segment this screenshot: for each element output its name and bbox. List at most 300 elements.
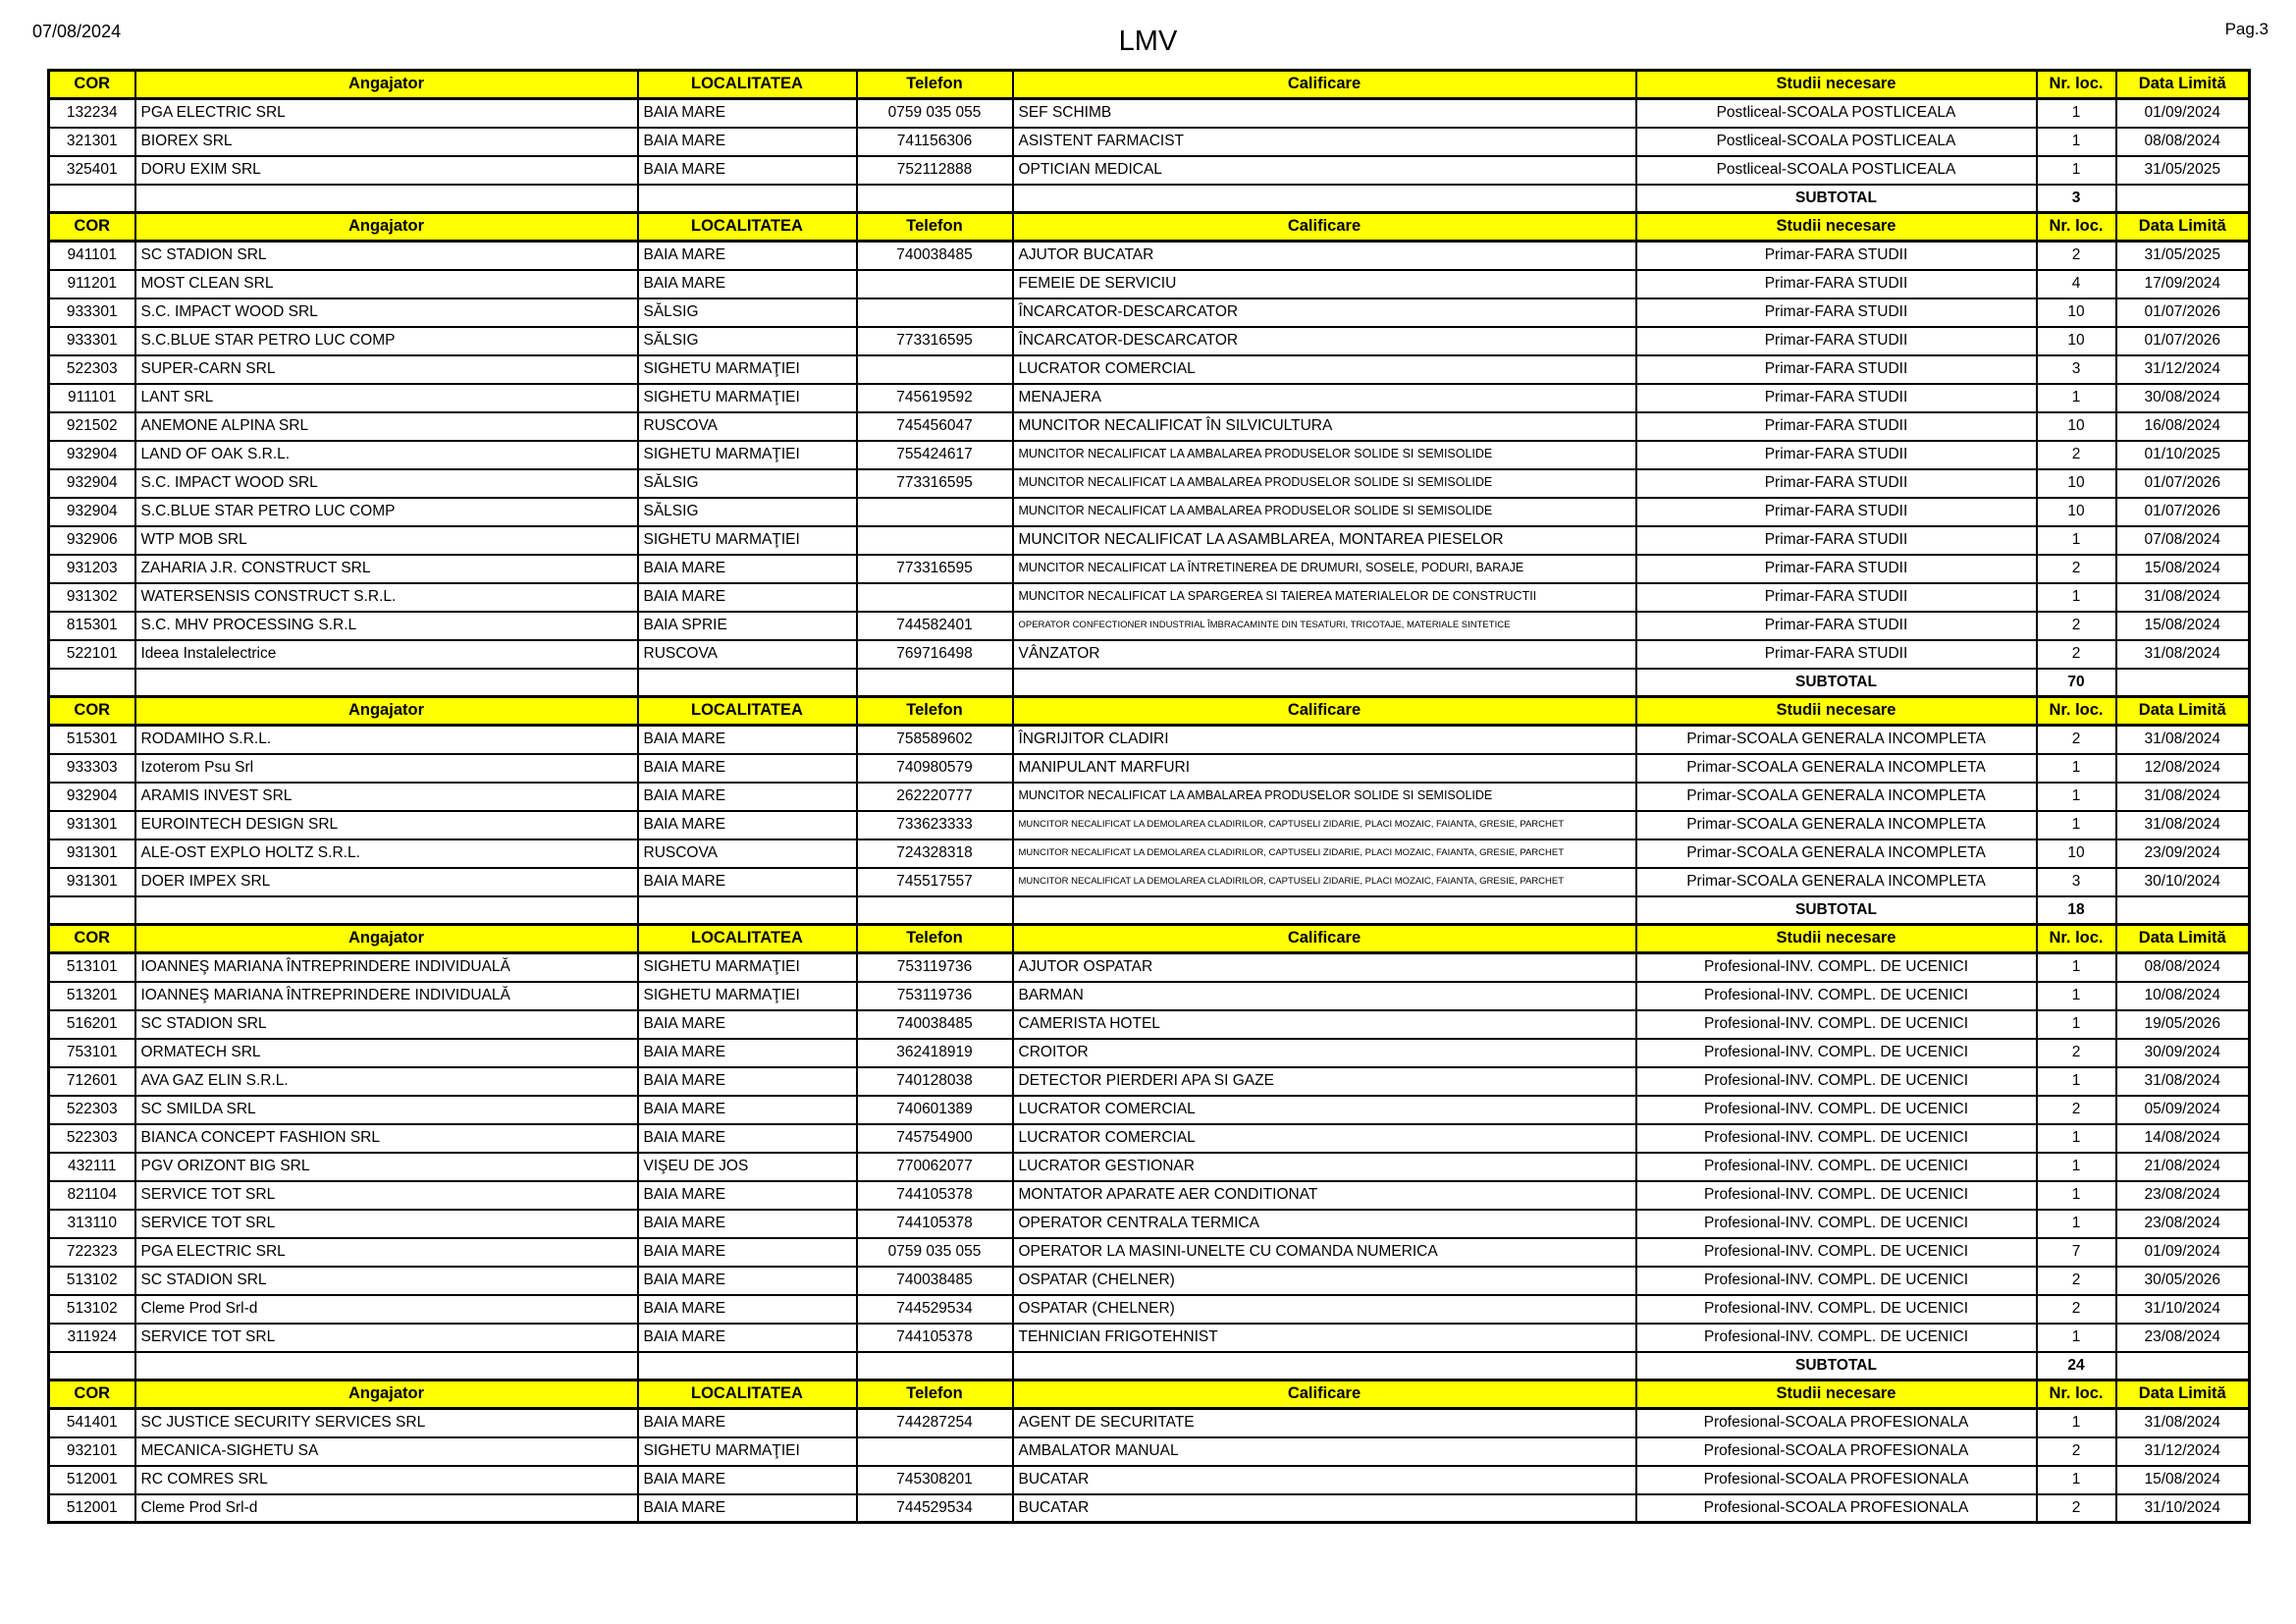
section-header-row [49, 697, 2250, 726]
cell-data-limita: 31/12/2024 [2116, 355, 2250, 384]
cell-data-limita: 31/08/2024 [2116, 640, 2250, 669]
cell-angajator: RC COMRES SRL [135, 1466, 638, 1494]
cell-studii-necesare: Primar-FARA STUDII [1636, 270, 2037, 298]
table-row [49, 441, 2250, 469]
cell-calificare: SEF SCHIMB [1013, 99, 1636, 128]
cell-telefon: 745308201 [857, 1466, 1013, 1494]
column-header-calificare: Calificare [1013, 71, 1636, 99]
column-header-studii-necesare: Studii necesare [1636, 213, 2037, 242]
cell-data-limita: 30/09/2024 [2116, 1039, 2250, 1067]
cell-data-limita: 01/07/2026 [2116, 498, 2250, 526]
cell-cor: 933301 [49, 327, 135, 355]
cell-studii-necesare: Primar-FARA STUDII [1636, 384, 2037, 412]
table-row [49, 1494, 2250, 1523]
cell-data-limita: 15/08/2024 [2116, 1466, 2250, 1494]
cell-data-limita: 01/07/2026 [2116, 298, 2250, 327]
cell-angajator: MECANICA-SIGHETU SA [135, 1437, 638, 1466]
cell-localitatea: BAIA MARE [638, 1238, 857, 1267]
table-row [49, 412, 2250, 441]
cell-telefon: 740980579 [857, 754, 1013, 783]
cell-nr-loc: 1 [2037, 99, 2116, 128]
column-header-calificare: Calificare [1013, 925, 1636, 953]
cell-nr-loc: 2 [2037, 242, 2116, 270]
column-header-nr-loc: Nr. loc. [2037, 71, 2116, 99]
cell-cor: 516201 [49, 1010, 135, 1039]
column-header-studii-necesare: Studii necesare [1636, 697, 2037, 726]
cell-angajator: DORU EXIM SRL [135, 156, 638, 185]
cell-data-limita: 31/08/2024 [2116, 1067, 2250, 1096]
cell-angajator: EUROINTECH DESIGN SRL [135, 811, 638, 839]
table-row [49, 498, 2250, 526]
table-row [49, 298, 2250, 327]
cell-data-limita: 07/08/2024 [2116, 526, 2250, 555]
cell-data-limita: 31/08/2024 [2116, 726, 2250, 754]
cell-localitatea: BAIA MARE [638, 1267, 857, 1295]
cell-calificare: LUCRATOR COMERCIAL [1013, 355, 1636, 384]
cell-calificare: MUNCITOR NECALIFICAT LA DEMOLAREA CLADIRILOR, CAPTUSELI ZIDARIE, PLACI MOZAIC, FAIANTA, GRESIE, PARCHET [1013, 839, 1636, 868]
cell-angajator: S.C. IMPACT WOOD SRL [135, 469, 638, 498]
cell-data-limita: 31/05/2025 [2116, 242, 2250, 270]
cell-nr-loc: 1 [2037, 128, 2116, 156]
cell-cor: 932101 [49, 1437, 135, 1466]
cell-empty [1013, 1352, 1636, 1380]
cell-telefon: 745456047 [857, 412, 1013, 441]
cell-localitatea: BAIA MARE [638, 1039, 857, 1067]
cell-localitatea: SIGHETU MARMAŢIEI [638, 441, 857, 469]
cell-telefon: 755424617 [857, 441, 1013, 469]
table-row [49, 270, 2250, 298]
cell-calificare: ASISTENT FARMACIST [1013, 128, 1636, 156]
cell-studii-necesare: Primar-FARA STUDII [1636, 526, 2037, 555]
cell-empty [135, 896, 638, 925]
cell-data-limita: 30/05/2026 [2116, 1267, 2250, 1295]
column-header-nr-loc: Nr. loc. [2037, 213, 2116, 242]
cell-localitatea: SĂLSIG [638, 298, 857, 327]
section-header-row [49, 1380, 2250, 1409]
cell-calificare: MUNCITOR NECALIFICAT LA AMBALAREA PRODUSELOR SOLIDE SI SEMISOLIDE [1013, 469, 1636, 498]
cell-empty [49, 896, 135, 925]
cell-cor: 753101 [49, 1039, 135, 1067]
cell-studii-necesare: Primar-FARA STUDII [1636, 469, 2037, 498]
cell-calificare: DETECTOR PIERDERI APA SI GAZE [1013, 1067, 1636, 1096]
cell-telefon: 773316595 [857, 555, 1013, 583]
cell-calificare: AMBALATOR MANUAL [1013, 1437, 1636, 1466]
section-header-row [49, 925, 2250, 953]
table-row [49, 754, 2250, 783]
cell-localitatea: BAIA MARE [638, 555, 857, 583]
cell-studii-necesare: Profesional-INV. COMPL. DE UCENICI [1636, 1267, 2037, 1295]
cell-data-limita: 31/10/2024 [2116, 1295, 2250, 1324]
subtotal-label: SUBTOTAL [1636, 185, 2037, 213]
table-row [49, 640, 2250, 669]
cell-nr-loc: 1 [2037, 1067, 2116, 1096]
cell-calificare: AGENT DE SECURITATE [1013, 1409, 1636, 1437]
cell-studii-necesare: Primar-SCOALA GENERALA INCOMPLETA [1636, 754, 2037, 783]
cell-angajator: PGA ELECTRIC SRL [135, 99, 638, 128]
cell-angajator: WTP MOB SRL [135, 526, 638, 555]
column-header-telefon: Telefon [857, 1380, 1013, 1409]
column-header-angajator: Angajator [135, 697, 638, 726]
cell-telefon [857, 583, 1013, 612]
cell-angajator: LANT SRL [135, 384, 638, 412]
cell-nr-loc: 2 [2037, 612, 2116, 640]
table-row [49, 1295, 2250, 1324]
cell-telefon [857, 1437, 1013, 1466]
cell-data-limita: 31/05/2025 [2116, 156, 2250, 185]
cell-angajator: Izoterom Psu Srl [135, 754, 638, 783]
column-header-localitatea: LOCALITATEA [638, 1380, 857, 1409]
subtotal-row [49, 1352, 2250, 1380]
cell-angajator: WATERSENSIS CONSTRUCT S.R.L. [135, 583, 638, 612]
cell-empty [638, 185, 857, 213]
cell-studii-necesare: Profesional-INV. COMPL. DE UCENICI [1636, 1124, 2037, 1153]
cell-telefon: 744287254 [857, 1409, 1013, 1437]
column-header-data-limit: Data Limită [2116, 213, 2250, 242]
cell-studii-necesare: Primar-SCOALA GENERALA INCOMPLETA [1636, 811, 2037, 839]
cell-cor: 921502 [49, 412, 135, 441]
cell-angajator: MOST CLEAN SRL [135, 270, 638, 298]
cell-telefon: 744105378 [857, 1324, 1013, 1352]
cell-telefon: 770062077 [857, 1153, 1013, 1181]
cell-localitatea: BAIA MARE [638, 1324, 857, 1352]
cell-telefon: 745619592 [857, 384, 1013, 412]
cell-empty [638, 896, 857, 925]
cell-cor: 931301 [49, 839, 135, 868]
cell-cor: 932904 [49, 441, 135, 469]
cell-angajator: Cleme Prod Srl-d [135, 1494, 638, 1523]
cell-angajator: IOANNEŞ MARIANA ÎNTREPRINDERE INDIVIDUALĂ [135, 982, 638, 1010]
cell-calificare: MUNCITOR NECALIFICAT LA ASAMBLAREA, MONTAREA PIESELOR [1013, 526, 1636, 555]
cell-data-limita: 01/07/2026 [2116, 327, 2250, 355]
cell-studii-necesare: Primar-FARA STUDII [1636, 412, 2037, 441]
cell-localitatea: BAIA MARE [638, 811, 857, 839]
cell-cor: 513102 [49, 1295, 135, 1324]
cell-nr-loc: 2 [2037, 555, 2116, 583]
table-row [49, 99, 2250, 128]
column-header-nr-loc: Nr. loc. [2037, 925, 2116, 953]
cell-nr-loc: 2 [2037, 640, 2116, 669]
cell-localitatea: SIGHETU MARMAŢIEI [638, 1437, 857, 1466]
cell-calificare: OPTICIAN MEDICAL [1013, 156, 1636, 185]
cell-nr-loc: 1 [2037, 1466, 2116, 1494]
cell-studii-necesare: Primar-FARA STUDII [1636, 327, 2037, 355]
cell-nr-loc: 10 [2037, 498, 2116, 526]
cell-data-limita: 31/08/2024 [2116, 1409, 2250, 1437]
cell-cor: 432111 [49, 1153, 135, 1181]
cell-localitatea: BAIA MARE [638, 1067, 857, 1096]
cell-localitatea: BAIA MARE [638, 242, 857, 270]
cell-studii-necesare: Profesional-INV. COMPL. DE UCENICI [1636, 1010, 2037, 1039]
cell-telefon: 262220777 [857, 783, 1013, 811]
cell-empty [135, 185, 638, 213]
cell-angajator: S.C. MHV PROCESSING S.R.L [135, 612, 638, 640]
cell-angajator: ALE-OST EXPLO HOLTZ S.R.L. [135, 839, 638, 868]
cell-angajator: Ideea Instalelectrice [135, 640, 638, 669]
subtotal-value: 18 [2037, 896, 2116, 925]
cell-data-limita: 15/08/2024 [2116, 612, 2250, 640]
cell-nr-loc: 1 [2037, 1210, 2116, 1238]
section-header-row [49, 71, 2250, 99]
cell-telefon: 745754900 [857, 1124, 1013, 1153]
cell-studii-necesare: Primar-SCOALA GENERALA INCOMPLETA [1636, 726, 2037, 754]
cell-telefon: 744105378 [857, 1181, 1013, 1210]
table-row [49, 811, 2250, 839]
cell-cor: 513102 [49, 1267, 135, 1295]
cell-empty [49, 185, 135, 213]
page-top-bar [0, 0, 2296, 69]
cell-studii-necesare: Primar-FARA STUDII [1636, 583, 2037, 612]
cell-calificare: MUNCITOR NECALIFICAT LA DEMOLAREA CLADIRILOR, CAPTUSELI ZIDARIE, PLACI MOZAIC, FAIANTA, GRESIE, PARCHET [1013, 868, 1636, 896]
table-row [49, 128, 2250, 156]
cell-empty [638, 1352, 857, 1380]
cell-localitatea: SIGHETU MARMAŢIEI [638, 355, 857, 384]
cell-calificare: MENAJERA [1013, 384, 1636, 412]
cell-data-limita: 01/10/2025 [2116, 441, 2250, 469]
cell-cor: 941101 [49, 242, 135, 270]
column-header-telefon: Telefon [857, 925, 1013, 953]
cell-studii-necesare: Profesional-INV. COMPL. DE UCENICI [1636, 982, 2037, 1010]
table-row [49, 1039, 2250, 1067]
cell-calificare: FEMEIE DE SERVICIU [1013, 270, 1636, 298]
cell-angajator: ORMATECH SRL [135, 1039, 638, 1067]
cell-studii-necesare: Profesional-SCOALA PROFESIONALA [1636, 1409, 2037, 1437]
column-header-studii-necesare: Studii necesare [1636, 925, 2037, 953]
cell-nr-loc: 1 [2037, 811, 2116, 839]
cell-nr-loc: 2 [2037, 1494, 2116, 1523]
cell-cor: 911101 [49, 384, 135, 412]
column-header-cor: COR [49, 925, 135, 953]
cell-localitatea: RUSCOVA [638, 412, 857, 441]
cell-nr-loc: 1 [2037, 156, 2116, 185]
cell-studii-necesare: Primar-FARA STUDII [1636, 498, 2037, 526]
cell-telefon: 773316595 [857, 327, 1013, 355]
cell-studii-necesare: Primar-SCOALA GENERALA INCOMPLETA [1636, 868, 2037, 896]
subtotal-row [49, 669, 2250, 697]
cell-calificare: CAMERISTA HOTEL [1013, 1010, 1636, 1039]
cell-empty [857, 896, 1013, 925]
cell-cor: 541401 [49, 1409, 135, 1437]
cell-calificare: LUCRATOR COMERCIAL [1013, 1124, 1636, 1153]
cell-cor: 513101 [49, 953, 135, 982]
cell-telefon: 753119736 [857, 982, 1013, 1010]
cell-localitatea: RUSCOVA [638, 640, 857, 669]
cell-telefon: 733623333 [857, 811, 1013, 839]
column-header-telefon: Telefon [857, 213, 1013, 242]
column-header-angajator: Angajator [135, 1380, 638, 1409]
table-row [49, 469, 2250, 498]
cell-nr-loc: 1 [2037, 754, 2116, 783]
cell-localitatea: BAIA MARE [638, 868, 857, 896]
cell-empty [49, 669, 135, 697]
cell-telefon: 744105378 [857, 1210, 1013, 1238]
cell-empty [135, 1352, 638, 1380]
page-title: LMV [1118, 26, 1178, 57]
cell-telefon: 0759 035 055 [857, 1238, 1013, 1267]
cell-angajator: S.C.BLUE STAR PETRO LUC COMP [135, 498, 638, 526]
cell-studii-necesare: Primar-FARA STUDII [1636, 640, 2037, 669]
vacancy-table-body [49, 71, 2250, 1523]
cell-studii-necesare: Profesional-SCOALA PROFESIONALA [1636, 1466, 2037, 1494]
cell-data-limita: 16/08/2024 [2116, 412, 2250, 441]
table-row [49, 555, 2250, 583]
cell-localitatea: BAIA SPRIE [638, 612, 857, 640]
cell-localitatea: BAIA MARE [638, 783, 857, 811]
cell-data-limita: 01/07/2026 [2116, 469, 2250, 498]
cell-cor: 313110 [49, 1210, 135, 1238]
cell-studii-necesare: Primar-FARA STUDII [1636, 242, 2037, 270]
cell-telefon: 362418919 [857, 1039, 1013, 1067]
cell-nr-loc: 10 [2037, 469, 2116, 498]
cell-localitatea: SĂLSIG [638, 327, 857, 355]
cell-localitatea: BAIA MARE [638, 1409, 857, 1437]
table-row [49, 583, 2250, 612]
cell-cor: 522303 [49, 355, 135, 384]
cell-localitatea: BAIA MARE [638, 754, 857, 783]
cell-cor: 311924 [49, 1324, 135, 1352]
cell-calificare: BUCATAR [1013, 1494, 1636, 1523]
cell-studii-necesare: Profesional-INV. COMPL. DE UCENICI [1636, 1039, 2037, 1067]
cell-calificare: AJUTOR BUCATAR [1013, 242, 1636, 270]
cell-studii-necesare: Profesional-INV. COMPL. DE UCENICI [1636, 1181, 2037, 1210]
section-header-row [49, 213, 2250, 242]
cell-calificare: LUCRATOR COMERCIAL [1013, 1096, 1636, 1124]
column-header-cor: COR [49, 71, 135, 99]
cell-telefon: 744582401 [857, 612, 1013, 640]
cell-calificare: MANIPULANT MARFURI [1013, 754, 1636, 783]
cell-data-limita: 17/09/2024 [2116, 270, 2250, 298]
cell-cor: 712601 [49, 1067, 135, 1096]
cell-nr-loc: 1 [2037, 1124, 2116, 1153]
column-header-data-limit: Data Limită [2116, 697, 2250, 726]
cell-studii-necesare: Primar-SCOALA GENERALA INCOMPLETA [1636, 783, 2037, 811]
cell-localitatea: VIŞEU DE JOS [638, 1153, 857, 1181]
cell-data-limita: 23/08/2024 [2116, 1324, 2250, 1352]
cell-empty [2116, 669, 2250, 697]
subtotal-row [49, 185, 2250, 213]
cell-data-limita: 01/09/2024 [2116, 1238, 2250, 1267]
cell-data-limita: 23/08/2024 [2116, 1210, 2250, 1238]
cell-calificare: MUNCITOR NECALIFICAT LA DEMOLAREA CLADIRILOR, CAPTUSELI ZIDARIE, PLACI MOZAIC, FAIANTA, GRESIE, PARCHET [1013, 811, 1636, 839]
subtotal-row [49, 896, 2250, 925]
cell-angajator: SC STADION SRL [135, 1010, 638, 1039]
table-row [49, 1096, 2250, 1124]
cell-localitatea: BAIA MARE [638, 156, 857, 185]
cell-empty [857, 669, 1013, 697]
cell-localitatea: SĂLSIG [638, 498, 857, 526]
column-header-cor: COR [49, 1380, 135, 1409]
table-row [49, 1324, 2250, 1352]
cell-studii-necesare: Primar-FARA STUDII [1636, 355, 2037, 384]
cell-calificare: ÎNGRIJITOR CLADIRI [1013, 726, 1636, 754]
cell-cor: 321301 [49, 128, 135, 156]
cell-data-limita: 31/12/2024 [2116, 1437, 2250, 1466]
cell-studii-necesare: Postliceal-SCOALA POSTLICEALA [1636, 128, 2037, 156]
cell-nr-loc: 2 [2037, 1039, 2116, 1067]
cell-localitatea: SIGHETU MARMAŢIEI [638, 953, 857, 982]
cell-nr-loc: 1 [2037, 982, 2116, 1010]
cell-studii-necesare: Primar-FARA STUDII [1636, 555, 2037, 583]
cell-cor: 932904 [49, 783, 135, 811]
cell-nr-loc: 1 [2037, 384, 2116, 412]
cell-calificare: BARMAN [1013, 982, 1636, 1010]
cell-localitatea: SĂLSIG [638, 469, 857, 498]
cell-calificare: OPERATOR CONFECTIONER INDUSTRIAL ÎMBRACAMINTE DIN TESATURI, TRICOTAJE, MATERIALE SINTETICE [1013, 612, 1636, 640]
column-header-studii-necesare: Studii necesare [1636, 71, 2037, 99]
column-header-studii-necesare: Studii necesare [1636, 1380, 2037, 1409]
column-header-calificare: Calificare [1013, 213, 1636, 242]
cell-empty [2116, 185, 2250, 213]
cell-telefon [857, 298, 1013, 327]
cell-cor: 911201 [49, 270, 135, 298]
table-row [49, 1181, 2250, 1210]
cell-nr-loc: 1 [2037, 1409, 2116, 1437]
cell-angajator: DOER IMPEX SRL [135, 868, 638, 896]
table-row [49, 1067, 2250, 1096]
column-header-cor: COR [49, 213, 135, 242]
cell-empty [1013, 669, 1636, 697]
table-row [49, 982, 2250, 1010]
cell-calificare: TEHNICIAN FRIGOTEHNIST [1013, 1324, 1636, 1352]
cell-data-limita: 31/08/2024 [2116, 583, 2250, 612]
cell-angajator: RODAMIHO S.R.L. [135, 726, 638, 754]
table-row [49, 868, 2250, 896]
cell-cor: 931301 [49, 811, 135, 839]
cell-telefon: 740038485 [857, 242, 1013, 270]
cell-studii-necesare: Profesional-INV. COMPL. DE UCENICI [1636, 953, 2037, 982]
cell-telefon [857, 355, 1013, 384]
cell-studii-necesare: Primar-FARA STUDII [1636, 441, 2037, 469]
table-row [49, 1210, 2250, 1238]
cell-data-limita: 01/09/2024 [2116, 99, 2250, 128]
cell-angajator: SERVICE TOT SRL [135, 1181, 638, 1210]
cell-localitatea: BAIA MARE [638, 1096, 857, 1124]
cell-cor: 931302 [49, 583, 135, 612]
cell-calificare: MONTATOR APARATE AER CONDITIONAT [1013, 1181, 1636, 1210]
cell-angajator: ZAHARIA J.R. CONSTRUCT SRL [135, 555, 638, 583]
cell-localitatea: SIGHETU MARMAŢIEI [638, 384, 857, 412]
cell-studii-necesare: Profesional-INV. COMPL. DE UCENICI [1636, 1295, 2037, 1324]
table-row [49, 1238, 2250, 1267]
subtotal-value: 24 [2037, 1352, 2116, 1380]
column-header-calificare: Calificare [1013, 1380, 1636, 1409]
cell-cor: 512001 [49, 1466, 135, 1494]
cell-calificare: ÎNCARCATOR-DESCARCATOR [1013, 298, 1636, 327]
cell-calificare: VÂNZATOR [1013, 640, 1636, 669]
cell-empty [857, 1352, 1013, 1380]
subtotal-label: SUBTOTAL [1636, 896, 2037, 925]
cell-data-limita: 31/08/2024 [2116, 783, 2250, 811]
cell-cor: 821104 [49, 1181, 135, 1210]
cell-nr-loc: 10 [2037, 839, 2116, 868]
cell-angajator: PGA ELECTRIC SRL [135, 1238, 638, 1267]
table-row [49, 612, 2250, 640]
cell-studii-necesare: Primar-FARA STUDII [1636, 298, 2037, 327]
cell-cor: 132234 [49, 99, 135, 128]
cell-localitatea: SIGHETU MARMAŢIEI [638, 526, 857, 555]
cell-telefon: 744529534 [857, 1295, 1013, 1324]
cell-cor: 515301 [49, 726, 135, 754]
cell-telefon: 740038485 [857, 1010, 1013, 1039]
cell-telefon [857, 498, 1013, 526]
cell-telefon: 745517557 [857, 868, 1013, 896]
table-row [49, 783, 2250, 811]
cell-angajator: Cleme Prod Srl-d [135, 1295, 638, 1324]
cell-telefon: 773316595 [857, 469, 1013, 498]
cell-nr-loc: 2 [2037, 1295, 2116, 1324]
cell-data-limita: 05/09/2024 [2116, 1096, 2250, 1124]
cell-localitatea: BAIA MARE [638, 1494, 857, 1523]
cell-data-limita: 19/05/2026 [2116, 1010, 2250, 1039]
